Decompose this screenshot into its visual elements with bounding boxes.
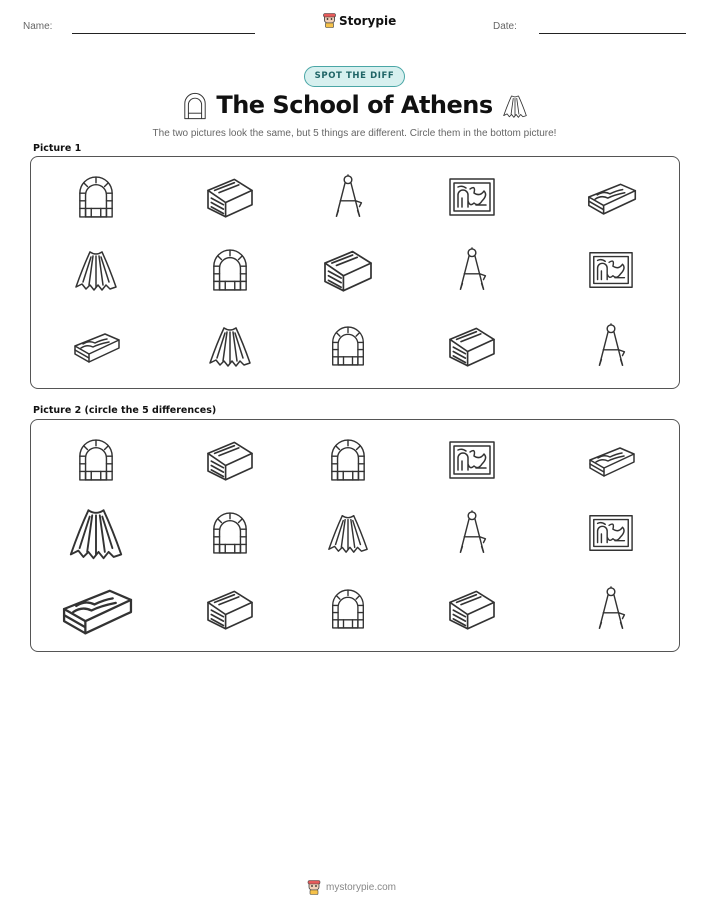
- compass-icon: [594, 323, 628, 369]
- arch-window-icon: [77, 175, 115, 219]
- compass-icon: [331, 174, 365, 220]
- arch-window-icon: [330, 324, 366, 368]
- name-label: Name:: [23, 21, 53, 32]
- painting-icon: [448, 176, 496, 218]
- spot-the-diff-badge: SPOT THE DIFF: [304, 66, 405, 87]
- eraser-icon: [70, 328, 122, 364]
- date-field[interactable]: [539, 33, 686, 34]
- brand-name: Storypie: [339, 13, 397, 28]
- date-label: Date:: [493, 21, 517, 32]
- picture-2-label: Picture 2 (circle the 5 differences): [33, 405, 217, 416]
- brand-logo: [323, 13, 396, 28]
- arch-window-icon: [77, 438, 115, 482]
- cape-icon: [502, 92, 528, 125]
- compass-icon: [455, 247, 489, 293]
- cape-icon: [325, 511, 371, 555]
- book-icon: [320, 247, 376, 293]
- book-icon: [203, 587, 257, 631]
- arch-window-icon: [211, 247, 249, 293]
- picture-1-label: Picture 1: [33, 143, 82, 154]
- cape-icon: [63, 504, 129, 562]
- book-icon: [203, 175, 257, 219]
- book-icon: [445, 587, 499, 631]
- footer-url: mystorypie.com: [326, 882, 397, 893]
- cape-icon: [73, 247, 119, 293]
- painting-icon: [588, 250, 634, 290]
- book-icon: [203, 438, 257, 482]
- painting-icon: [588, 512, 634, 554]
- compass-icon: [594, 586, 628, 632]
- eraser-icon: [584, 442, 638, 478]
- footer: [307, 880, 396, 895]
- cape-icon: [207, 323, 253, 369]
- storypie-mascot-icon: [307, 880, 321, 895]
- storypie-mascot-icon: [323, 13, 336, 28]
- compass-icon: [455, 510, 489, 556]
- page-title: The School of Athens: [216, 91, 493, 119]
- arch-window-icon: [330, 587, 366, 631]
- painting-icon: [448, 439, 496, 481]
- book-icon: [445, 324, 499, 368]
- eraser-icon: [58, 581, 134, 637]
- eraser-icon: [584, 178, 638, 216]
- name-field[interactable]: [72, 33, 255, 34]
- instructions: The two pictures look the same, but 5 things are different. Circle them in the bottom picture!: [152, 128, 557, 139]
- arch-window-icon: [211, 510, 249, 556]
- arch-window-icon: [329, 438, 367, 482]
